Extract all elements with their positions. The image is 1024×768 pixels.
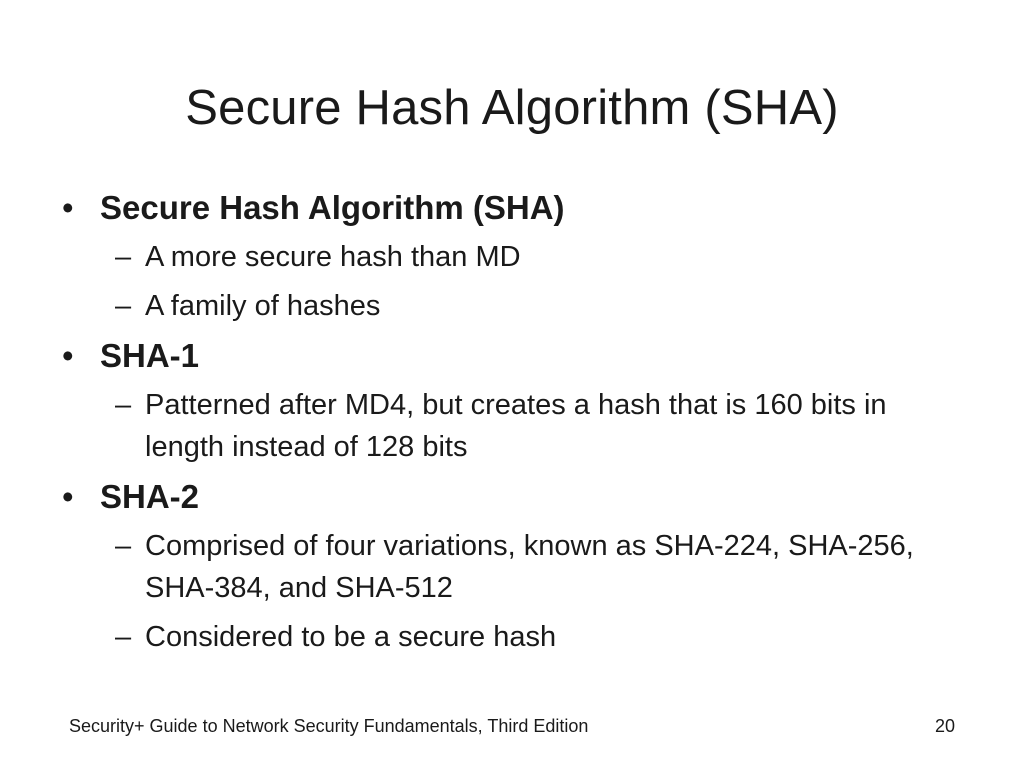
sub-bullet-symbol: – [115, 290, 132, 322]
bullet-symbol: • [62, 478, 74, 515]
slide-title: Secure Hash Algorithm (SHA) [185, 81, 839, 135]
bullet-text: SHA-1 [100, 337, 200, 374]
sub-bullet-symbol: – [115, 241, 132, 273]
slide-body [60, 186, 960, 665]
bullet-item [60, 334, 960, 378]
sub-item-text: Patterned after MD4, but creates a hash that is 160 bits in length instead of 128 bits [145, 389, 887, 463]
bullet-symbol: • [62, 189, 74, 226]
sub-item [115, 384, 960, 468]
sub-item [115, 236, 960, 278]
sub-bullet-symbol: – [115, 389, 132, 421]
sub-item-text: A family of hashes [145, 290, 381, 322]
bullet-item [60, 186, 960, 230]
sub-item-text: Comprised of four variations, known as SHA-224, SHA-256, SHA-384, and SHA-512 [145, 530, 914, 604]
sub-item [115, 285, 960, 327]
bullet-text: SHA-2 [100, 478, 200, 515]
bullet-item [60, 475, 960, 519]
bullet-symbol: • [62, 337, 74, 374]
sub-item-text: A more secure hash than MD [145, 241, 521, 273]
sub-item [115, 525, 960, 609]
sub-bullet-symbol: – [115, 621, 132, 653]
footer-book-title: Security+ Guide to Network Security Fundamentals, Third Edition [69, 716, 589, 736]
page-number: 20 [934, 716, 955, 736]
sub-item-text: Considered to be a secure hash [145, 621, 557, 653]
sub-bullet-symbol: – [115, 530, 132, 562]
bullet-text: Secure Hash Algorithm (SHA) [100, 189, 565, 226]
sub-item [115, 616, 960, 658]
